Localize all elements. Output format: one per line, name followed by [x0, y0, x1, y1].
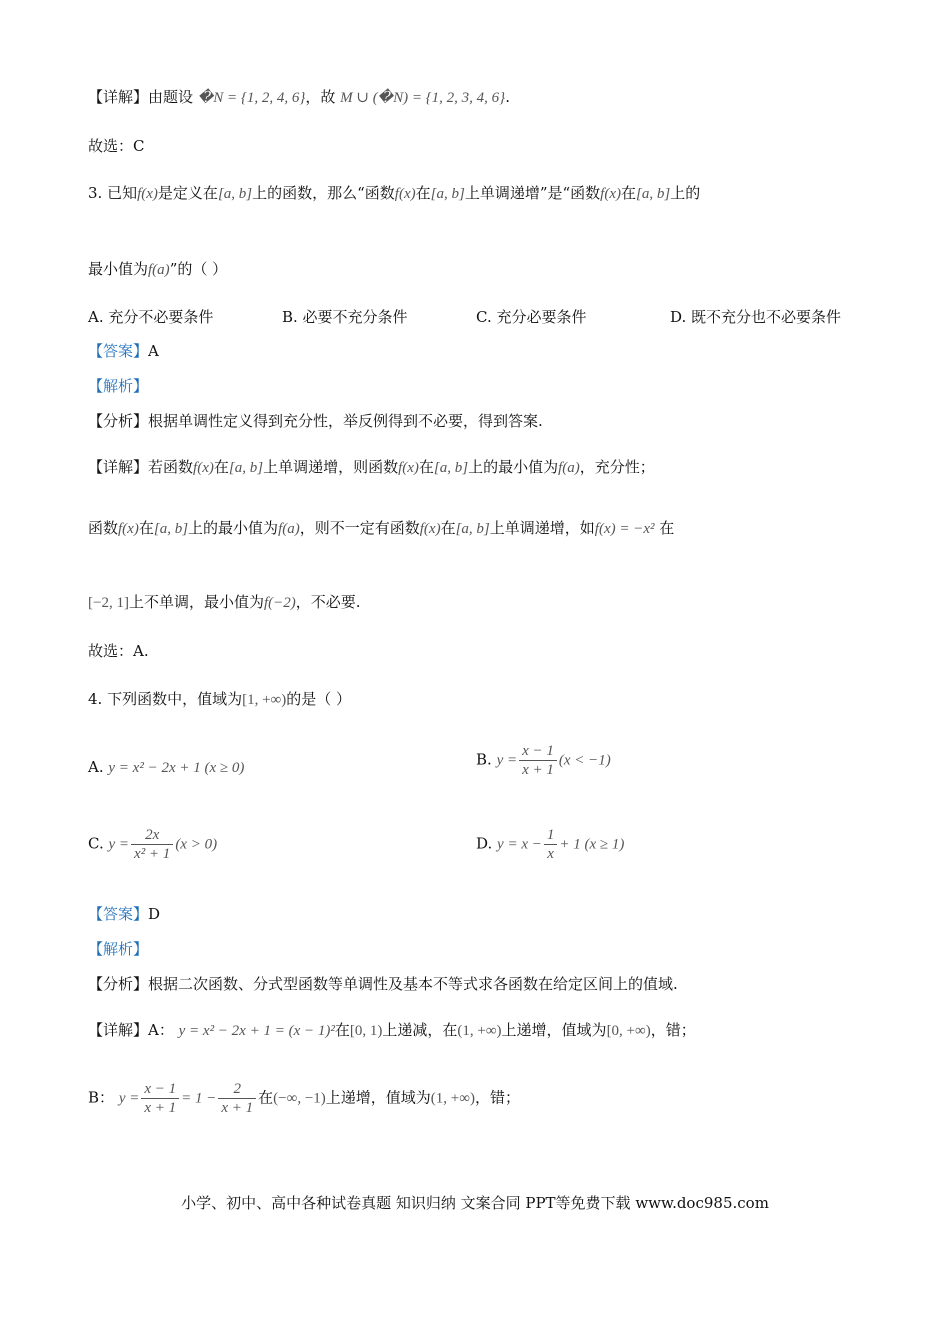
answer-select-2: 故选：C	[88, 137, 145, 155]
detail-3-line-3: [−2, 1]上不单调，最小值为f(−2)，不必要.	[88, 593, 361, 611]
analysis-tag-4: 【解析】	[88, 940, 149, 958]
q3-option-b: B. 必要不充分条件	[282, 308, 408, 326]
answer-4: 【答案】D	[88, 905, 161, 923]
page-footer: 小学、初中、高中各种试卷真题 知识归纳 文案合同 PPT等免费下载 www.doc985.com	[181, 1194, 769, 1212]
answer-tag: 【答案】	[88, 342, 149, 360]
question-4: 4. 下列函数中，值域为[1, +∞)的是（ ）	[88, 690, 352, 708]
question-3-line-1: 3. 已知f(x)是定义在[a, b]上的函数，那么“函数f(x)在[a, b]上单调递增”是“函数f(x)在[a, b]上的	[88, 184, 701, 202]
math-complement-n: �N = {1, 2, 4, 6}	[197, 90, 306, 106]
detail-tag: 【详解】	[88, 88, 149, 106]
q4-option-c: C. y = $\frac{2x}{\text{x² + 1}}$ (x > 0)	[88, 827, 218, 862]
analysis-3: 【分析】根据单调性定义得到充分性，举反例得到不必要，得到答案.	[88, 412, 543, 430]
question-3-line-2: 最小值为f(a)”的（ ）	[88, 260, 228, 278]
detail-line-1: 【详解】由题设 �N = {1, 2, 4, 6}，故 M ∪ (�N) = {1, 2, 3, 4, 6}.	[88, 88, 510, 106]
analysis-4: 【分析】根据二次函数、分式型函数等单调性及基本不等式求各函数在给定区间上的值域.	[88, 975, 678, 993]
q3-option-a: A. 充分不必要条件	[88, 308, 214, 326]
q3-option-c: C. 充分必要条件	[476, 308, 587, 326]
detail-4-line-b: B： y = $\frac{x - 1}{x + 1}$ = 1 − $\frac{2}{x + 1}$ 在(−∞, −1)上递增，值域为(1, +∞)，错；	[88, 1081, 520, 1116]
answer-3: 【答案】A	[88, 342, 159, 360]
answer-tag: 【答案】	[88, 905, 149, 923]
q3-option-d: D. 既不充分也不必要条件	[670, 308, 842, 326]
answer-select-3: 故选：A.	[88, 642, 149, 660]
analysis-tag-3: 【解析】	[88, 377, 149, 395]
detail-3-line-1: 【详解】若函数f(x)在[a, b]上单调递增，则函数f(x)在[a, b]上的最小值为f(a)，充分性；	[88, 458, 655, 476]
q4-option-a: A. y = x² − 2x + 1 (x ≥ 0)	[88, 758, 245, 776]
q4-option-b: B. y = $\frac{x - 1}{x + 1}$ (x < −1)	[476, 743, 611, 778]
detail-4-line-a: 【详解】A： y = x² − 2x + 1 = (x − 1)²在[0, 1)上递减，在(1, +∞)上递增，值域为[0, +∞)，错；	[88, 1021, 696, 1039]
q4-option-d: D. y = x − $\frac{1}{x}$ + 1 (x ≥ 1)	[476, 827, 625, 862]
detail-3-line-2: 函数f(x)在[a, b]上的最小值为f(a)，则不一定有函数f(x)在[a, b]上单调递增，如f(x) = −x² 在	[88, 519, 675, 537]
math-union: M ∪ (�N) = {1, 2, 3, 4, 6}	[340, 90, 506, 106]
